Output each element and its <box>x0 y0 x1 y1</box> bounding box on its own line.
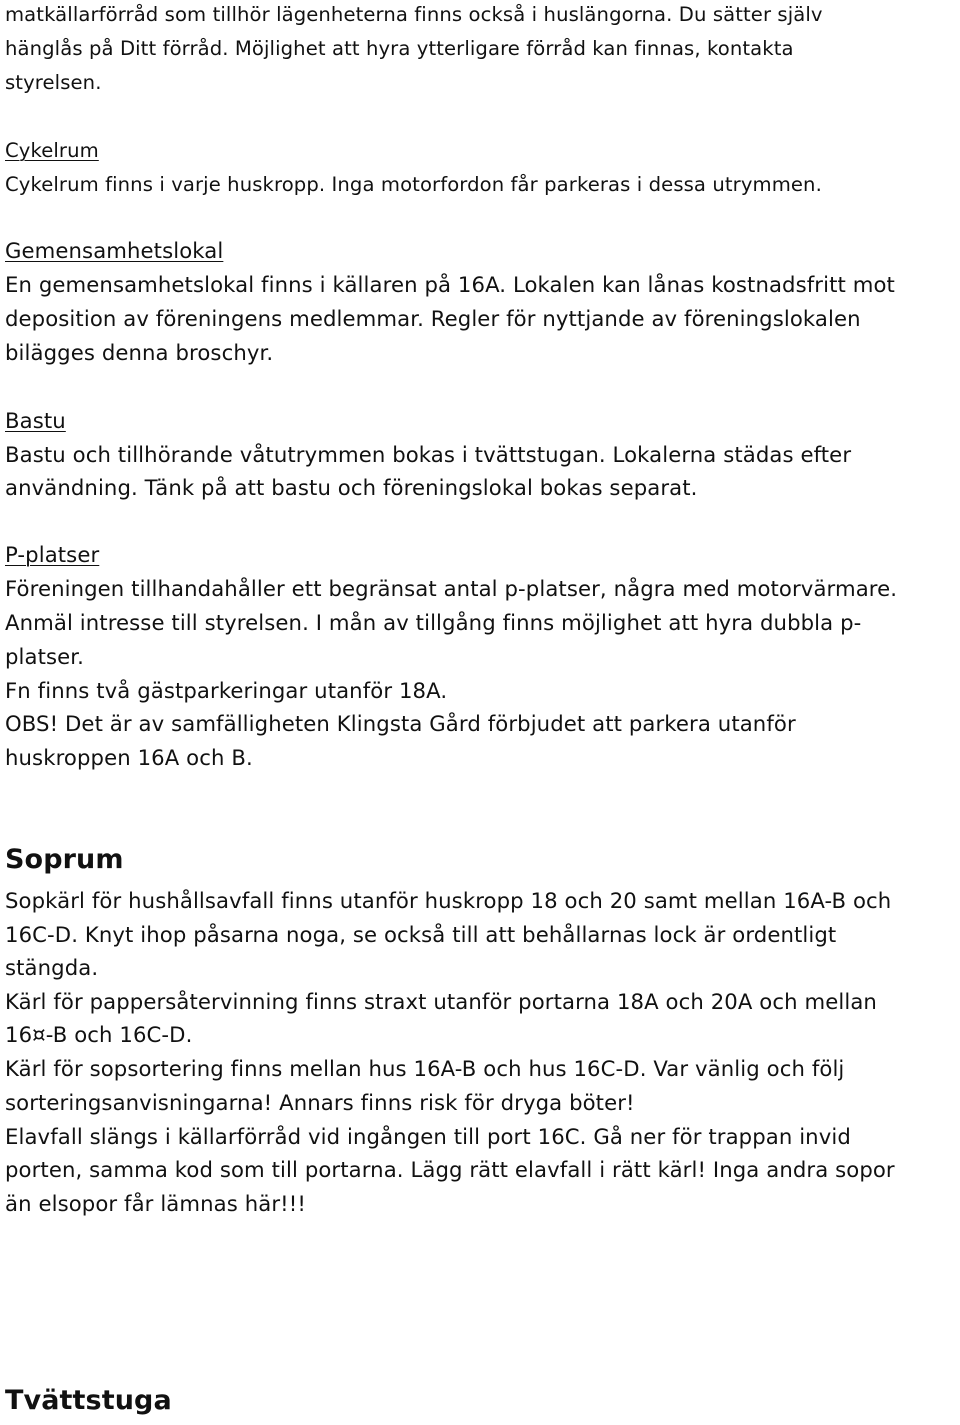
cykelrum-heading: Cykelrum <box>5 139 99 162</box>
gemensamhetslokal-line-1: En gemensamhetslokal finns i källaren på 16A. Lokalen kan lånas kostnadsfritt mot <box>5 272 895 297</box>
pplatser-line-4: Fn finns två gästparkeringar utanför 18A. <box>5 678 448 703</box>
bastu-line-1: Bastu och tillhörande våtutrymmen bokas i tvättstugan. Lokalerna städas efter <box>5 442 852 467</box>
pplatser-line-6: huskroppen 16A och B. <box>5 745 253 770</box>
soprum-line-6: Kärl för sopsortering finns mellan hus 16A-B och hus 16C-D. Var vänlig och följ <box>5 1056 845 1081</box>
pplatser-line-2: Anmäl intresse till styrelsen. I mån av tillgång finns möjlighet att hyra dubbla p- <box>5 610 862 635</box>
soprum-line-4: Kärl för pappersåtervinning finns straxt utanför portarna 18A och 20A och mellan <box>5 989 877 1014</box>
intro-line-1: matkällarförråd som tillhör lägenheterna finns också i huslängorna. Du sätter själv <box>5 3 823 26</box>
soprum-line-1: Sopkärl för hushållsavfall finns utanför huskropp 18 och 20 samt mellan 16A-B och <box>5 888 892 913</box>
soprum-line-5: 16¤-B och 16C-D. <box>5 1022 193 1047</box>
soprum-heading: Soprum <box>5 844 124 875</box>
pplatser-line-3: platser. <box>5 644 85 669</box>
soprum-line-2: 16C-D. Knyt ihop påsarna noga, se också till att behållarnas lock är ordentligt <box>5 922 837 947</box>
bastu-line-2: användning. Tänk på att bastu och föreningslokal bokas separat. <box>5 475 698 500</box>
tvattstuga-heading: Tvättstuga <box>5 1385 172 1416</box>
pplatser-line-5: OBS! Det är av samfälligheten Klingsta Gård förbjudet att parkera utanför <box>5 711 796 736</box>
bastu-heading: Bastu <box>5 408 66 433</box>
gemensamhetslokal-heading: Gemensamhetslokal <box>5 238 224 263</box>
soprum-line-7: sorteringsanvisningarna! Annars finns risk för dryga böter! <box>5 1090 635 1115</box>
cykelrum-line-1: Cykelrum finns i varje huskropp. Inga motorfordon får parkeras i dessa utrymmen. <box>5 173 822 196</box>
pplatser-line-1: Föreningen tillhandahåller ett begränsat antal p-platser, några med motorvärmare. <box>5 576 898 601</box>
intro-line-3: styrelsen. <box>5 71 102 94</box>
soprum-line-9: porten, samma kod som till portarna. Lägg rätt elavfall i rätt kärl! Inga andra sopor <box>5 1157 895 1182</box>
gemensamhetslokal-line-3: bilägges denna broschyr. <box>5 340 274 365</box>
intro-line-2: hänglås på Ditt förråd. Möjlighet att hyra ytterligare förråd kan finnas, kontakta <box>5 37 794 60</box>
soprum-line-3: stängda. <box>5 955 99 980</box>
gemensamhetslokal-line-2: deposition av föreningens medlemmar. Regler för nyttjande av föreningslokalen <box>5 306 861 331</box>
pplatser-heading: P-platser <box>5 542 100 567</box>
soprum-line-8: Elavfall slängs i källarförråd vid ingången till port 16C. Gå ner för trappan invid <box>5 1124 851 1149</box>
soprum-line-10: än elsopor får lämnas här!!! <box>5 1191 306 1216</box>
